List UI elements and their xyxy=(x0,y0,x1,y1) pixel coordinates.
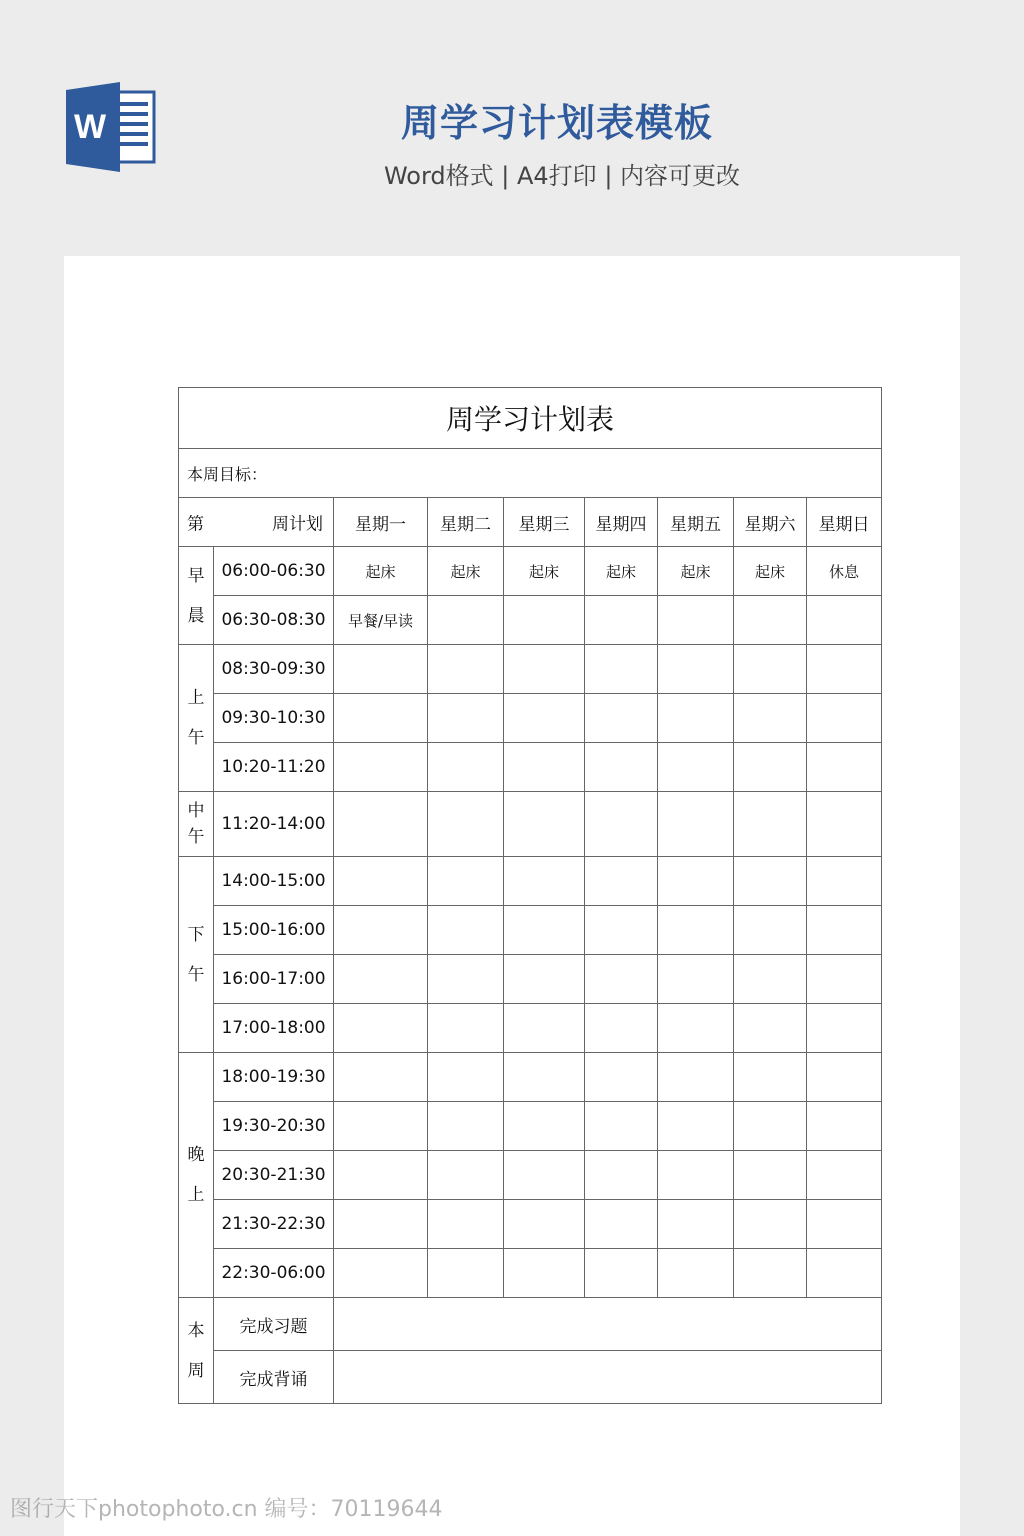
plan-cell[interactable] xyxy=(734,1151,807,1200)
plan-cell[interactable] xyxy=(658,1151,734,1200)
plan-cell[interactable] xyxy=(658,906,734,955)
plan-cell[interactable] xyxy=(658,1249,734,1298)
plan-cell[interactable] xyxy=(428,1249,504,1298)
plan-cell[interactable] xyxy=(334,1053,428,1102)
day-header-wed: 星期三 xyxy=(504,498,585,547)
plan-cell[interactable] xyxy=(658,1102,734,1151)
period-afternoon: 下 午 xyxy=(179,857,214,1053)
time-slot: 21:30-22:30 xyxy=(214,1200,334,1249)
time-slot: 18:00-19:30 xyxy=(214,1053,334,1102)
plan-cell[interactable] xyxy=(734,1004,807,1053)
word-letter: W xyxy=(73,108,107,146)
plan-cell[interactable]: 起床 xyxy=(428,547,504,596)
plan-cell[interactable] xyxy=(428,906,504,955)
summary-label-recitation: 完成背诵 xyxy=(214,1351,334,1404)
plan-cell[interactable] xyxy=(334,694,428,743)
plan-cell[interactable] xyxy=(734,1053,807,1102)
plan-cell[interactable]: 休息 xyxy=(807,547,882,596)
plan-cell[interactable] xyxy=(428,1151,504,1200)
plan-cell[interactable] xyxy=(585,596,658,645)
plan-cell[interactable] xyxy=(734,1200,807,1249)
plan-cell[interactable] xyxy=(334,743,428,792)
plan-cell[interactable] xyxy=(428,955,504,1004)
plan-cell[interactable] xyxy=(807,694,882,743)
summary-label-exercises: 完成习题 xyxy=(214,1298,334,1351)
plan-cell[interactable] xyxy=(428,1053,504,1102)
plan-cell[interactable] xyxy=(428,792,504,857)
plan-cell[interactable] xyxy=(334,645,428,694)
plan-cell[interactable]: 起床 xyxy=(504,547,585,596)
time-slot: 19:30-20:30 xyxy=(214,1102,334,1151)
time-slot: 22:30-06:00 xyxy=(214,1249,334,1298)
plan-cell[interactable] xyxy=(585,1249,658,1298)
period-morning: 早 晨 xyxy=(179,547,214,645)
plan-cell[interactable] xyxy=(504,955,585,1004)
plan-cell[interactable] xyxy=(658,1004,734,1053)
plan-cell[interactable] xyxy=(428,1004,504,1053)
week-plan-header xyxy=(179,498,334,547)
plan-cell[interactable] xyxy=(734,743,807,792)
time-slot: 06:30-08:30 xyxy=(214,596,334,645)
plan-cell[interactable] xyxy=(734,645,807,694)
day-header-sat: 星期六 xyxy=(734,498,807,547)
plan-cell[interactable] xyxy=(807,743,882,792)
plan-cell[interactable] xyxy=(658,955,734,1004)
page-title: 周学习计划表模板 xyxy=(400,101,713,145)
plan-cell[interactable] xyxy=(734,906,807,955)
plan-cell[interactable] xyxy=(658,596,734,645)
plan-cell[interactable] xyxy=(428,1102,504,1151)
plan-cell[interactable] xyxy=(807,792,882,857)
plan-cell[interactable] xyxy=(334,1004,428,1053)
time-slot: 20:30-21:30 xyxy=(214,1151,334,1200)
plan-cell[interactable] xyxy=(334,906,428,955)
plan-cell[interactable] xyxy=(504,906,585,955)
period-noon: 中 午 xyxy=(179,792,214,857)
document-page xyxy=(64,256,960,1536)
plan-cell[interactable] xyxy=(658,743,734,792)
weekly-plan-table xyxy=(178,387,882,1404)
plan-cell[interactable] xyxy=(658,792,734,857)
plan-cell[interactable] xyxy=(807,645,882,694)
plan-cell[interactable] xyxy=(504,596,585,645)
plan-cell[interactable] xyxy=(504,1151,585,1200)
plan-cell[interactable] xyxy=(585,1151,658,1200)
time-slot: 09:30-10:30 xyxy=(214,694,334,743)
plan-cell[interactable] xyxy=(734,596,807,645)
plan-cell[interactable] xyxy=(428,694,504,743)
period-week: 本 周 xyxy=(179,1298,214,1404)
plan-cell[interactable] xyxy=(504,645,585,694)
plan-cell[interactable] xyxy=(734,1102,807,1151)
plan-cell[interactable] xyxy=(734,955,807,1004)
plan-cell[interactable] xyxy=(585,906,658,955)
time-slot: 08:30-09:30 xyxy=(214,645,334,694)
time-slot: 10:20-11:20 xyxy=(214,743,334,792)
day-header-mon: 星期一 xyxy=(334,498,428,547)
plan-cell[interactable] xyxy=(807,1249,882,1298)
plan-cell[interactable] xyxy=(658,857,734,906)
week-number-label: 第 xyxy=(187,514,204,535)
plan-cell[interactable]: 起床 xyxy=(658,547,734,596)
plan-cell[interactable] xyxy=(334,857,428,906)
time-slot: 11:20-14:00 xyxy=(214,792,334,857)
plan-cell[interactable] xyxy=(585,645,658,694)
summary-cell[interactable] xyxy=(334,1298,882,1351)
plan-cell[interactable] xyxy=(658,645,734,694)
plan-cell[interactable] xyxy=(428,596,504,645)
plan-cell[interactable] xyxy=(734,857,807,906)
plan-cell[interactable] xyxy=(504,1004,585,1053)
plan-cell[interactable] xyxy=(334,792,428,857)
plan-cell[interactable] xyxy=(504,1249,585,1298)
plan-cell[interactable] xyxy=(658,1053,734,1102)
plan-cell[interactable] xyxy=(428,1200,504,1249)
plan-cell[interactable] xyxy=(807,1200,882,1249)
plan-cell[interactable] xyxy=(734,1249,807,1298)
plan-cell[interactable] xyxy=(807,1102,882,1151)
page-subtitle: Word格式 | A4打印 | 内容可更改 xyxy=(383,162,741,190)
table-title: 周学习计划表 xyxy=(179,388,882,449)
plan-cell[interactable] xyxy=(585,955,658,1004)
plan-cell[interactable] xyxy=(734,792,807,857)
day-header-fri: 星期五 xyxy=(658,498,734,547)
plan-cell[interactable] xyxy=(428,645,504,694)
plan-cell[interactable] xyxy=(585,694,658,743)
period-evening: 晚 上 xyxy=(179,1053,214,1298)
period-forenoon: 上 午 xyxy=(179,645,214,792)
plan-cell[interactable] xyxy=(807,1004,882,1053)
plan-cell[interactable] xyxy=(334,955,428,1004)
plan-cell[interactable] xyxy=(807,1151,882,1200)
plan-cell[interactable] xyxy=(504,743,585,792)
plan-cell[interactable] xyxy=(585,792,658,857)
plan-cell[interactable] xyxy=(585,1200,658,1249)
plan-cell[interactable] xyxy=(585,1102,658,1151)
plan-cell[interactable] xyxy=(585,1004,658,1053)
time-slot: 06:00-06:30 xyxy=(214,547,334,596)
plan-cell[interactable] xyxy=(334,1151,428,1200)
time-slot: 14:00-15:00 xyxy=(214,857,334,906)
plan-cell[interactable] xyxy=(658,694,734,743)
plan-cell[interactable] xyxy=(585,1053,658,1102)
plan-cell[interactable] xyxy=(504,1200,585,1249)
plan-cell[interactable] xyxy=(585,857,658,906)
plan-cell[interactable]: 起床 xyxy=(334,547,428,596)
plan-cell[interactable] xyxy=(428,857,504,906)
time-slot: 16:00-17:00 xyxy=(214,955,334,1004)
plan-cell[interactable] xyxy=(807,596,882,645)
plan-cell[interactable] xyxy=(504,1102,585,1151)
plan-cell[interactable] xyxy=(807,857,882,906)
plan-cell[interactable] xyxy=(428,743,504,792)
plan-cell[interactable]: 早餐/早读 xyxy=(334,596,428,645)
plan-cell[interactable] xyxy=(504,694,585,743)
summary-cell[interactable] xyxy=(334,1351,882,1404)
day-header-tue: 星期二 xyxy=(428,498,504,547)
plan-cell[interactable] xyxy=(334,1249,428,1298)
watermark: 图行天下photophoto.cn 编号：70119644 xyxy=(10,1497,443,1522)
plan-cell[interactable] xyxy=(504,792,585,857)
week-plan-label: 周计划 xyxy=(272,514,323,535)
plan-cell[interactable] xyxy=(334,1200,428,1249)
plan-cell[interactable] xyxy=(807,955,882,1004)
plan-cell[interactable] xyxy=(585,743,658,792)
plan-cell[interactable] xyxy=(807,1053,882,1102)
time-slot: 15:00-16:00 xyxy=(214,906,334,955)
plan-cell[interactable] xyxy=(334,1102,428,1151)
plan-cell[interactable] xyxy=(504,1053,585,1102)
time-slot: 17:00-18:00 xyxy=(214,1004,334,1053)
week-goal-label[interactable]: 本周目标： xyxy=(179,449,882,498)
plan-cell[interactable]: 起床 xyxy=(734,547,807,596)
day-header-sun: 星期日 xyxy=(807,498,882,547)
plan-cell[interactable] xyxy=(807,906,882,955)
day-header-thu: 星期四 xyxy=(585,498,658,547)
plan-cell[interactable] xyxy=(734,694,807,743)
plan-cell[interactable] xyxy=(504,857,585,906)
plan-cell[interactable]: 起床 xyxy=(585,547,658,596)
plan-cell[interactable] xyxy=(658,1200,734,1249)
